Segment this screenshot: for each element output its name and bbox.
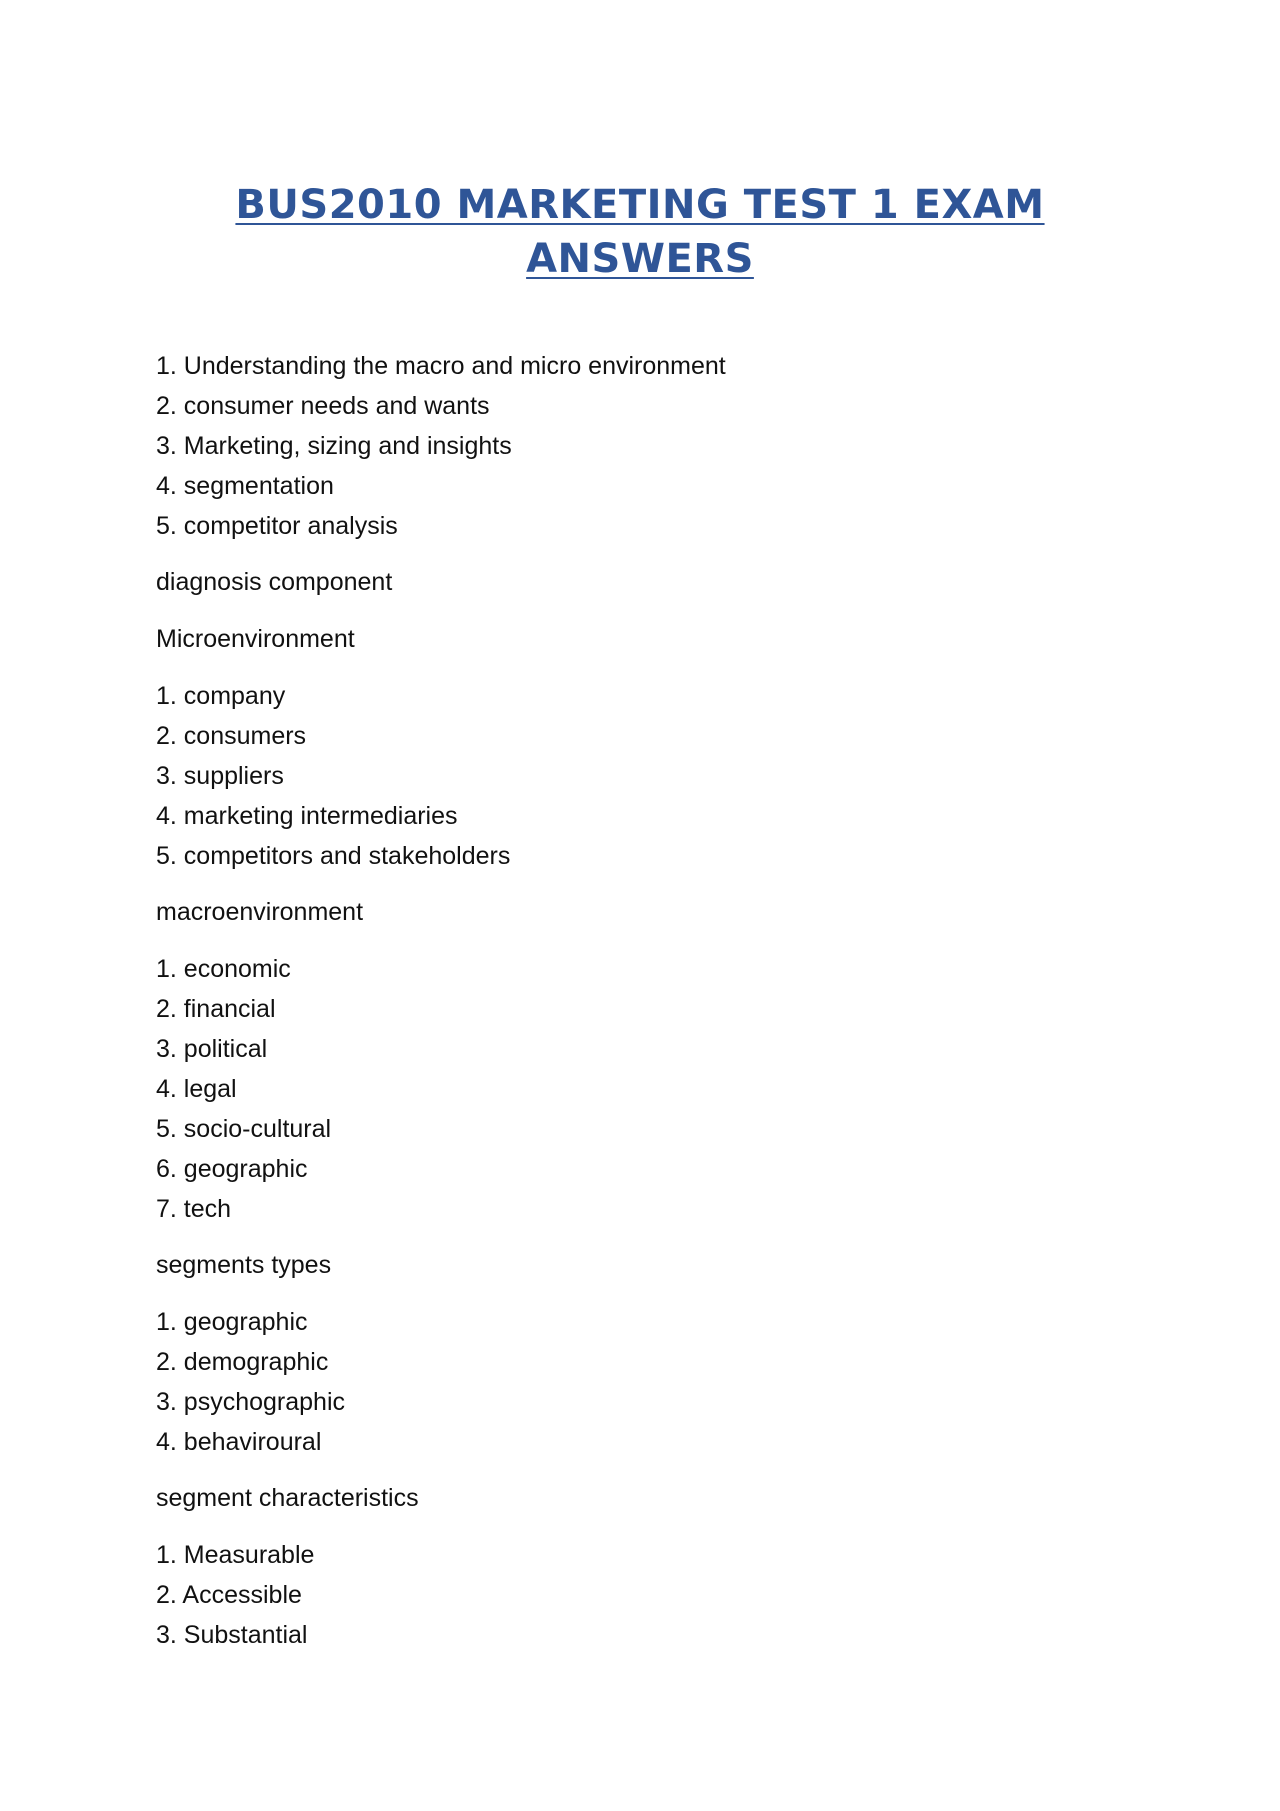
list-item: 5. competitor analysis: [156, 512, 398, 540]
document-title: [190, 178, 1090, 286]
list-item: 2. Accessible: [156, 1581, 302, 1609]
section-heading-microenvironment: Microenvironment: [156, 625, 355, 653]
list-item: 3. political: [156, 1035, 268, 1063]
title-line-1: BUS2010 MARKETING TEST 1 EXAM: [235, 182, 1045, 228]
list-item: 3. psychographic: [156, 1388, 346, 1416]
list-item: 2. demographic: [156, 1348, 329, 1376]
list-item: 3. Marketing, sizing and insights: [156, 432, 512, 460]
list-item: 3. Substantial: [156, 1621, 308, 1649]
section-heading-macroenvironment: macroenvironment: [156, 898, 364, 926]
list-item: 1. Measurable: [156, 1541, 315, 1569]
list-item: 1. economic: [156, 955, 291, 983]
list-item: 5. competitors and stakeholders: [156, 842, 511, 870]
macroenvironment-list: [156, 949, 1156, 1229]
section-heading-segment-characteristics: segment characteristics: [156, 1484, 419, 1512]
section-heading-segment-types: segments types: [156, 1251, 332, 1279]
document-body: [156, 346, 1156, 1671]
list-item: 1. company: [156, 682, 286, 710]
list-item: 4. behaviroural: [156, 1428, 322, 1456]
list-item: 2. consumer needs and wants: [156, 392, 490, 420]
microenvironment-list: [156, 676, 1156, 876]
list-item: 6. geographic: [156, 1155, 308, 1183]
intro-list: [156, 346, 1156, 546]
list-item: 3. suppliers: [156, 762, 284, 790]
list-item: 4. marketing intermediaries: [156, 802, 458, 830]
list-item: 4. segmentation: [156, 472, 334, 500]
list-item: 2. financial: [156, 995, 276, 1023]
segment-types-list: [156, 1302, 1156, 1462]
list-item: 2. consumers: [156, 722, 307, 750]
title-line-2: ANSWERS: [526, 236, 754, 282]
section-heading-diagnosis: diagnosis component: [156, 568, 393, 596]
list-item: 1. geographic: [156, 1308, 308, 1336]
list-item: 7. tech: [156, 1195, 232, 1223]
list-item: 5. socio-cultural: [156, 1115, 332, 1143]
list-item: 1. Understanding the macro and micro environment: [156, 352, 726, 380]
list-item: 4. legal: [156, 1075, 237, 1103]
segment-characteristics-list: [156, 1535, 1156, 1655]
